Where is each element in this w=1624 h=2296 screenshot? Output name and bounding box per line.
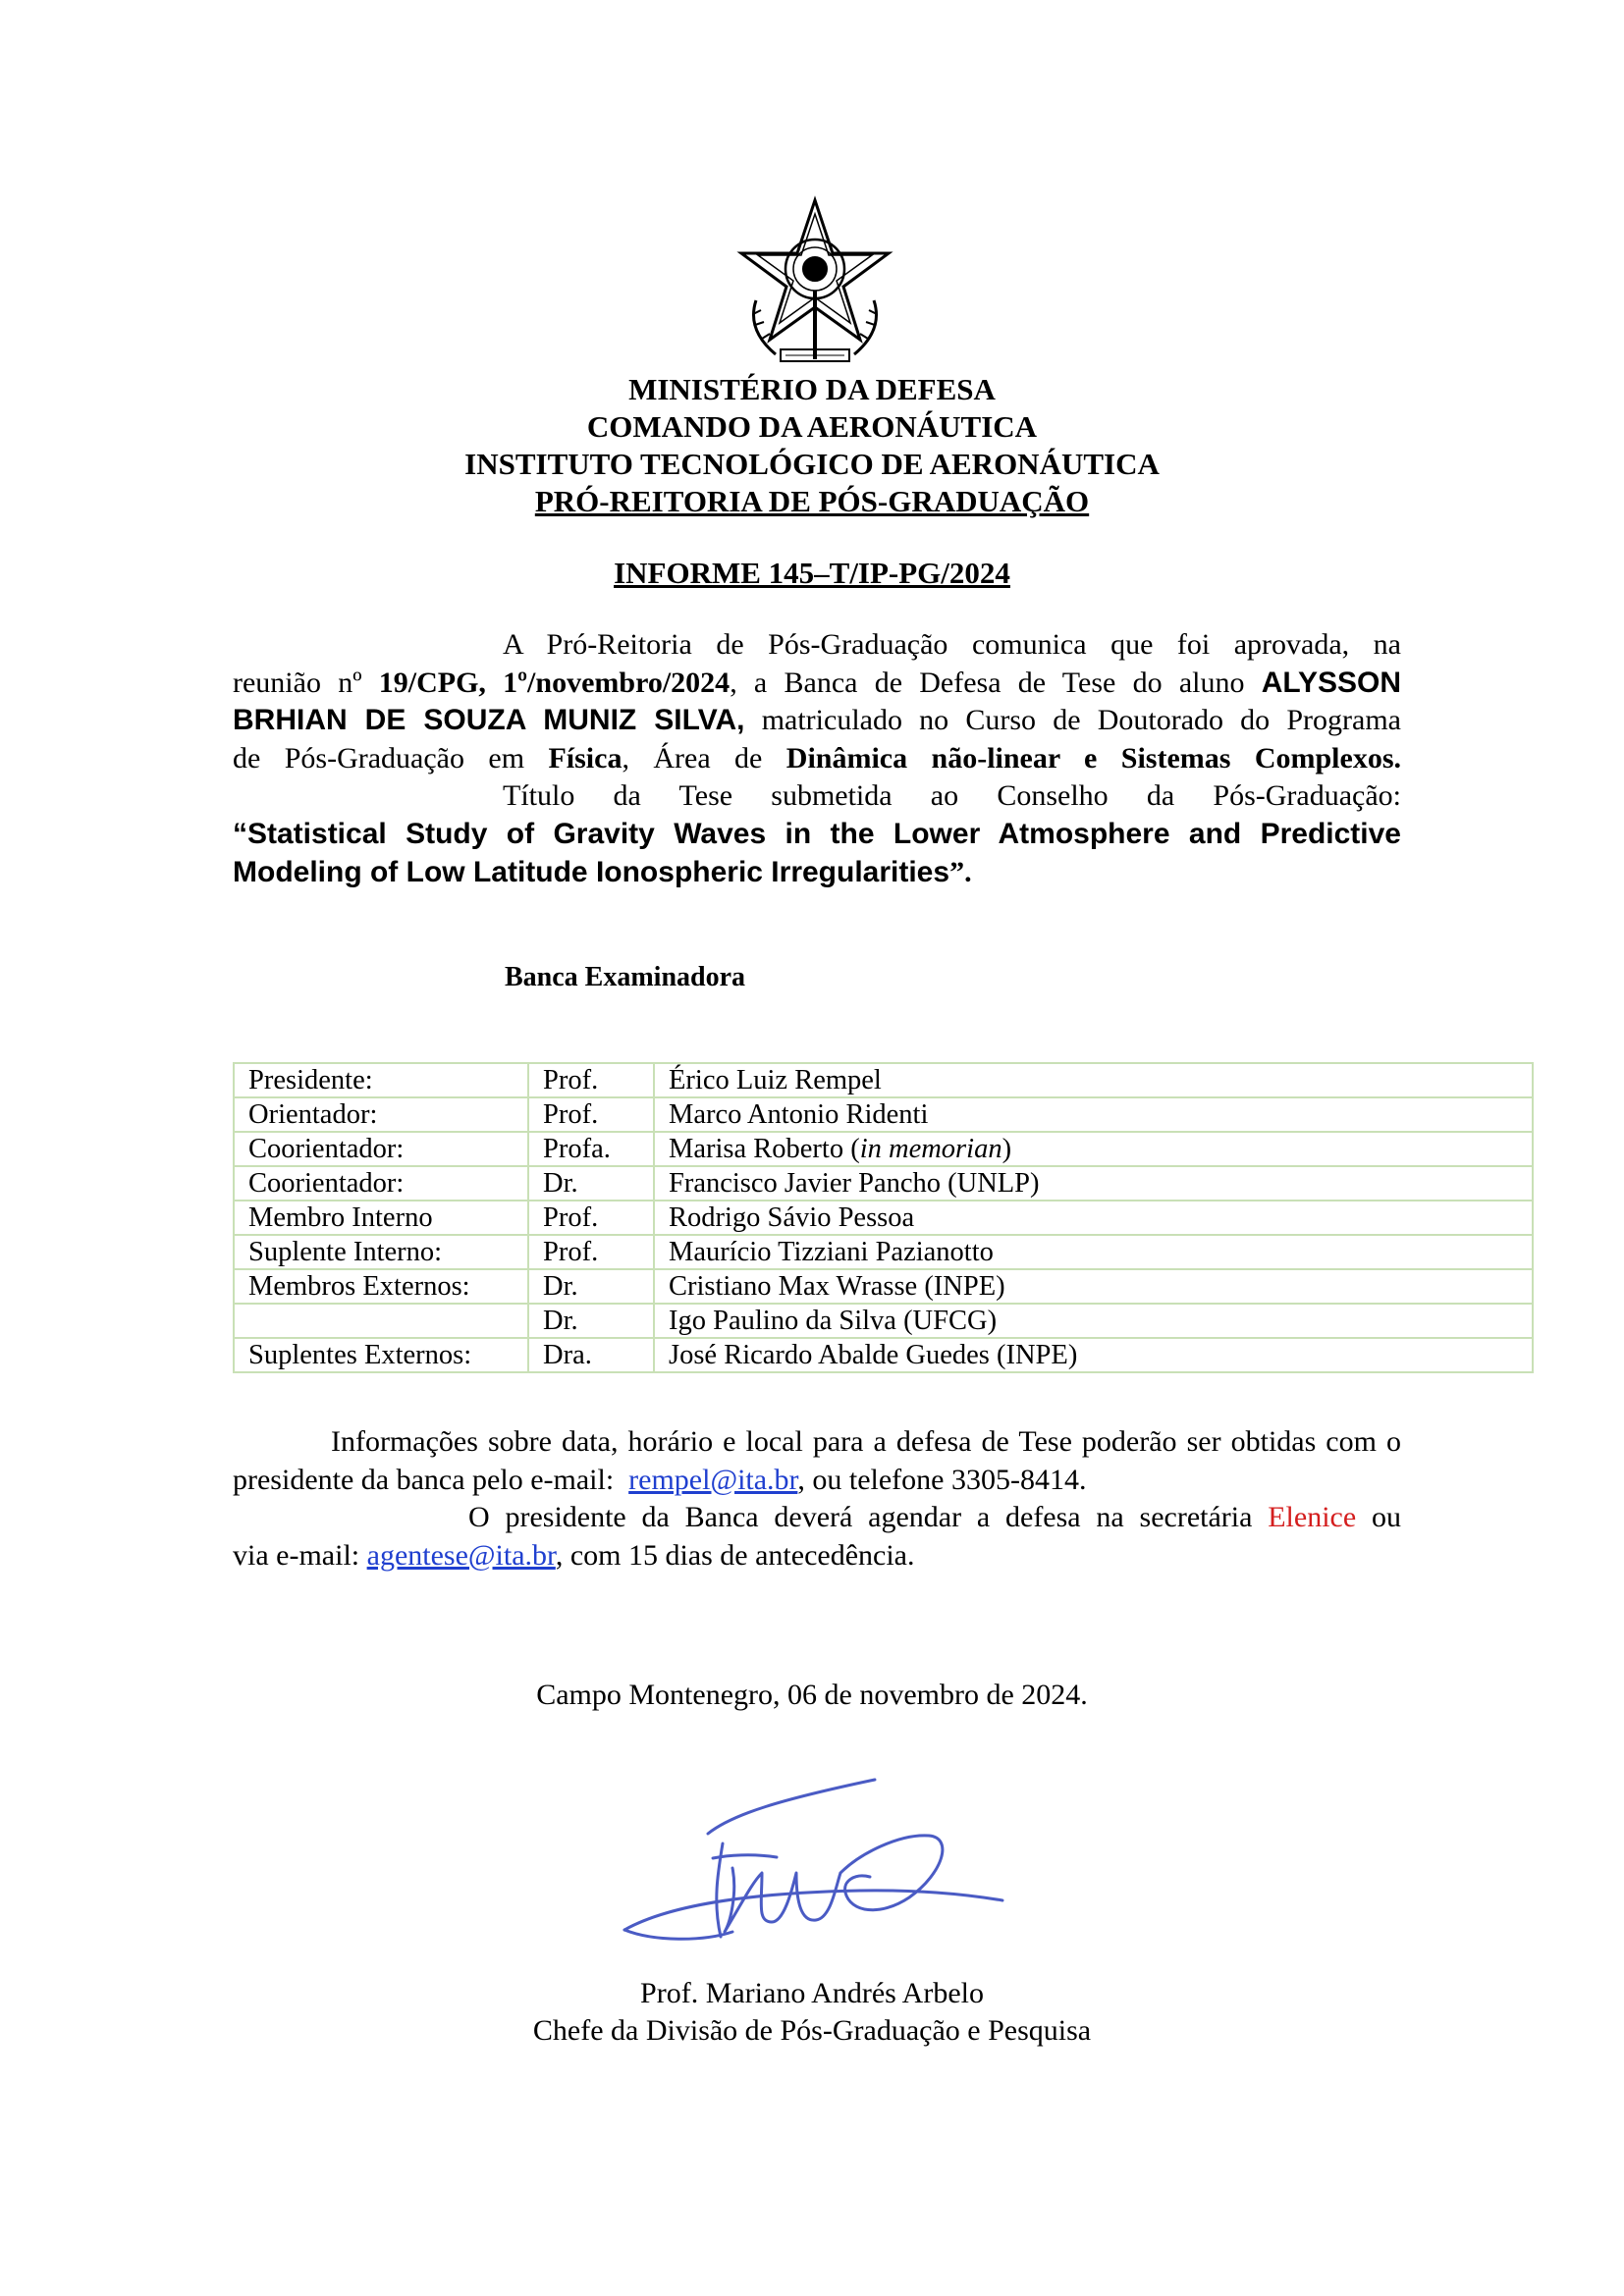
committee-member-name: Igo Paulino da Silva (UFCG) <box>654 1304 1533 1338</box>
secretary-name: Elenice <box>1268 1501 1357 1533</box>
committee-table <box>233 1062 1534 1373</box>
committee-role: Orientador: <box>234 1097 528 1132</box>
header-pro-reitoria: PRÓ-REITORIA DE PÓS-GRADUAÇÃO <box>534 484 1090 518</box>
thesis-title: “Statistical Study of Gravity Waves in the Lower Atmosphere and Predictive Modeling of Low Latitude Ionospheric Irregularities”. <box>233 818 1401 888</box>
committee-member-name: Maurício Tizziani Pazianotto <box>654 1235 1533 1269</box>
committee-row <box>234 1132 1533 1166</box>
informe-number: INFORME 145–T/IP-PG/2024 <box>614 556 1010 590</box>
committee-title: Profa. <box>528 1132 654 1166</box>
committee-row <box>234 1063 1533 1097</box>
committee-row <box>234 1304 1533 1338</box>
area-name: Dinâmica não-linear e Sistemas Complexos. <box>785 741 1401 774</box>
committee-member-name: Marisa Roberto (in memorian) <box>654 1132 1533 1166</box>
committee-member-name: Francisco Javier Pancho (UNLP) <box>654 1166 1533 1201</box>
signer-name: Prof. Mariano Andrés Arbelo <box>640 1977 984 2009</box>
signer-position: Chefe da Divisão de Pós-Graduação e Pesquisa <box>532 2014 1092 2047</box>
committee-row <box>234 1166 1533 1201</box>
committee-role: Presidente: <box>234 1063 528 1097</box>
committee-role: Suplentes Externos: <box>234 1338 528 1372</box>
committee-member-name: Marco Antonio Ridenti <box>654 1097 1533 1132</box>
committee-row <box>234 1201 1533 1235</box>
info-paragraph: Informações sobre data, horário e local para a defesa de Tese poderão ser obtidas com o presidente da banca pelo e-mail: rempel@ita.br, ou telefone 3305-8414. O presidente da Banca deverá agendar a defesa na secretária Elenice ou via e-mail: agentese@ita.br, com 15 dias de antecedência. <box>233 1425 1401 1572</box>
committee-title: Dr. <box>528 1269 654 1304</box>
committee-row <box>234 1269 1533 1304</box>
committee-role: Coorientador: <box>234 1166 528 1201</box>
committee-title: Prof. <box>528 1097 654 1132</box>
committee-row <box>234 1235 1533 1269</box>
committee-member-name: Rodrigo Sávio Pessoa <box>654 1201 1533 1235</box>
committee-role: Membros Externos: <box>234 1269 528 1304</box>
member-note: in memorian <box>859 1134 1002 1164</box>
committee-role: Suplente Interno: <box>234 1235 528 1269</box>
president-email-link[interactable]: rempel@ita.br <box>628 1463 798 1496</box>
meeting-ref: 19/CPG, 1º/novembro/2024 <box>378 666 731 699</box>
committee-title: Dra. <box>528 1338 654 1372</box>
program-name: Física <box>548 741 623 774</box>
committee-member-name: Cristiano Max Wrasse (INPE) <box>654 1269 1533 1304</box>
signer-block <box>0 1975 1624 2050</box>
committee-role: Membro Interno <box>234 1201 528 1235</box>
committee-title: Prof. <box>528 1201 654 1235</box>
committee-title: Dr. <box>528 1304 654 1338</box>
student-name: ALYSSON <box>1261 666 1401 699</box>
header-institute: INSTITUTO TECNOLÓGICO DE AERONÁUTICA <box>464 447 1160 481</box>
committee-title: Dr. <box>528 1166 654 1201</box>
coat-of-arms-emblem <box>727 192 903 369</box>
committee-row <box>234 1338 1533 1372</box>
announcement-paragraph: A Pró-Reitoria de Pós-Graduação comunica que foi aprovada, na reunião nº 19/CPG, 1º/novembro/2024, a Banca de Defesa de Tese do aluno ALYSSON BRHIAN DE SOUZA MUNIZ SILVA, matriculado no Curso de Doutorado do Programa de Pós-Graduação em Física, Área de Dinâmica não-linear e Sistemas Complexos. Título da Tese submetida ao Conselho da Pós-Graduação: <box>233 628 1402 812</box>
intro-text: A Pró-Reitoria de Pós-Graduação comunica que foi aprovada, na <box>503 628 1401 661</box>
date-line: Campo Montenegro, 06 de novembro de 2024. <box>536 1679 1088 1711</box>
committee-title: Prof. <box>528 1063 654 1097</box>
thesis-title-label: Título da Tese submetida ao Conselho da Pós-Graduação: <box>503 779 1401 812</box>
header-command: COMANDO DA AERONÁUTICA <box>586 409 1038 444</box>
committee-role: Coorientador: <box>234 1132 528 1166</box>
agentese-email-link[interactable]: agentese@ita.br <box>366 1538 556 1572</box>
committee-role <box>234 1304 528 1338</box>
committee-row <box>234 1097 1533 1132</box>
committee-member-name: José Ricardo Abalde Guedes (INPE) <box>654 1338 1533 1372</box>
signature-image <box>615 1775 1007 1951</box>
committee-heading: Banca Examinadora <box>505 962 746 992</box>
committee-member-name: Érico Luiz Rempel <box>654 1063 1533 1097</box>
committee-title: Prof. <box>528 1235 654 1269</box>
header-ministry: MINISTÉRIO DA DEFESA <box>628 372 996 406</box>
